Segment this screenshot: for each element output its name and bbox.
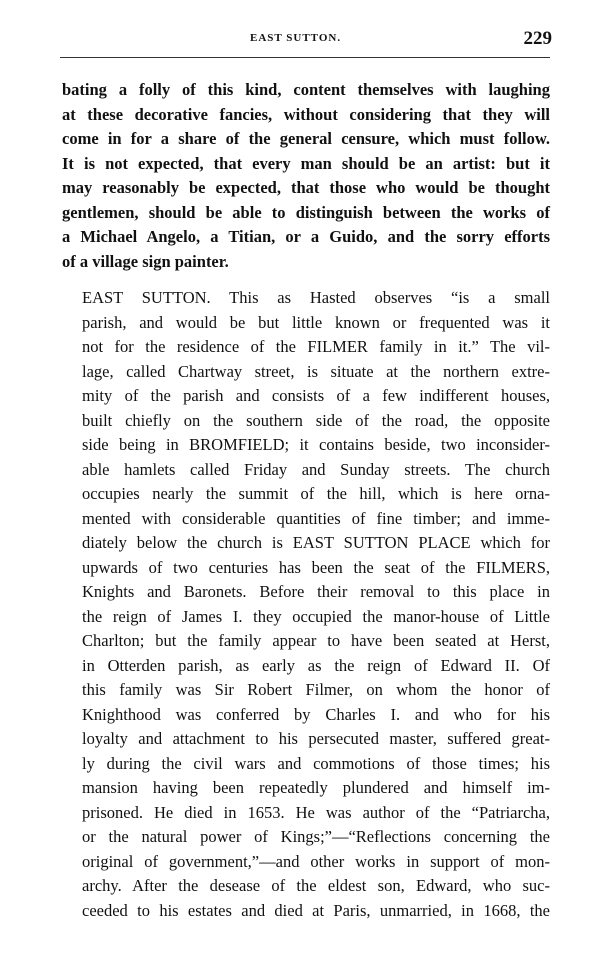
text-line: able hamlets called Friday and Sunday streets. The church — [82, 459, 550, 479]
running-title: EAST SUTTON. — [250, 32, 342, 44]
text-line: bating a folly of this kind, content themselves with laughing — [62, 80, 550, 99]
running-head — [0, 30, 600, 52]
text-line: Charlton; but the family appear to have been seated at Herst, — [82, 631, 550, 650]
text-line: loyalty and attachment to his persecuted master, suffered great- — [82, 729, 550, 748]
header-rule — [60, 57, 550, 58]
text-line: EAST SUTTON. This as Hasted observes “is a small — [82, 288, 550, 307]
text-line: side being in BROMFIELD; it contains beside, two inconsider- — [82, 435, 550, 454]
paragraph-east-sutton — [62, 286, 550, 923]
text-line: at these decorative fancies, without considering that they will — [62, 104, 550, 124]
text-line: occupies nearly the summit of the hill, which is here orna- — [82, 484, 550, 503]
text-line: archy. After the desease of the eldest son, Edward, who suc- — [82, 876, 550, 895]
text-line: diately below the church is EAST SUTTON PLACE which for — [82, 533, 550, 552]
text-line: the reign of James I. they occupied the manor-house of Little — [82, 606, 550, 626]
text-line: gentlemen, should be able to distinguish between the works of — [62, 202, 550, 222]
text-line: not for the residence of the FILMER family in it.” The vil- — [82, 337, 550, 356]
text-line: this family was Sir Robert Filmer, on whom the honor of — [82, 680, 550, 699]
page-number: 229 — [523, 28, 552, 49]
text-line: Knighthood was conferred by Charles I. and who for his — [82, 704, 550, 724]
text-line: of a village sign painter. — [62, 251, 229, 271]
text-line: mansion having been repeatedly plundered and himself im- — [82, 778, 550, 797]
text-line: in Otterden parish, as early as the reign of Edward II. Of — [82, 655, 550, 675]
text-line: original of government,”—and other works in support of mon- — [82, 851, 550, 871]
text-line: mity of the parish and consists of a few indifferent houses, — [82, 386, 550, 405]
text-line: built chiefly on the southern side of the road, the opposite — [82, 410, 550, 430]
text-line: may reasonably be expected, that those who would be thought — [62, 178, 550, 197]
text-line: mented with considerable quantities of fine timber; and imme- — [82, 508, 550, 528]
text-line: prisoned. He died in 1653. He was author of the “Patriarcha, — [82, 802, 550, 822]
text-line: upwards of two centuries has been the seat of the FILMERS, — [82, 557, 550, 577]
text-line: ly during the civil wars and commotions of those times; his — [82, 753, 550, 773]
text-line: lage, called Chartway street, is situate at the northern extre- — [82, 361, 550, 381]
paragraph-continuation — [62, 78, 550, 274]
text-line: parish, and would be but little known or frequented was it — [82, 312, 550, 332]
text-line: a Michael Angelo, a Titian, or a Guido, and the sorry efforts — [62, 227, 550, 246]
text-line: ceeded to his estates and died at Paris, unmarried, in 1668, the — [82, 900, 550, 920]
text-line: It is not expected, that every man should be an artist: but it — [62, 153, 550, 173]
text-line: Knights and Baronets. Before their removal to this place in — [82, 582, 550, 601]
text-line: come in for a share of the general censure, which must follow. — [62, 129, 550, 148]
text-line: or the natural power of Kings;”—“Reflections concerning the — [82, 827, 550, 846]
